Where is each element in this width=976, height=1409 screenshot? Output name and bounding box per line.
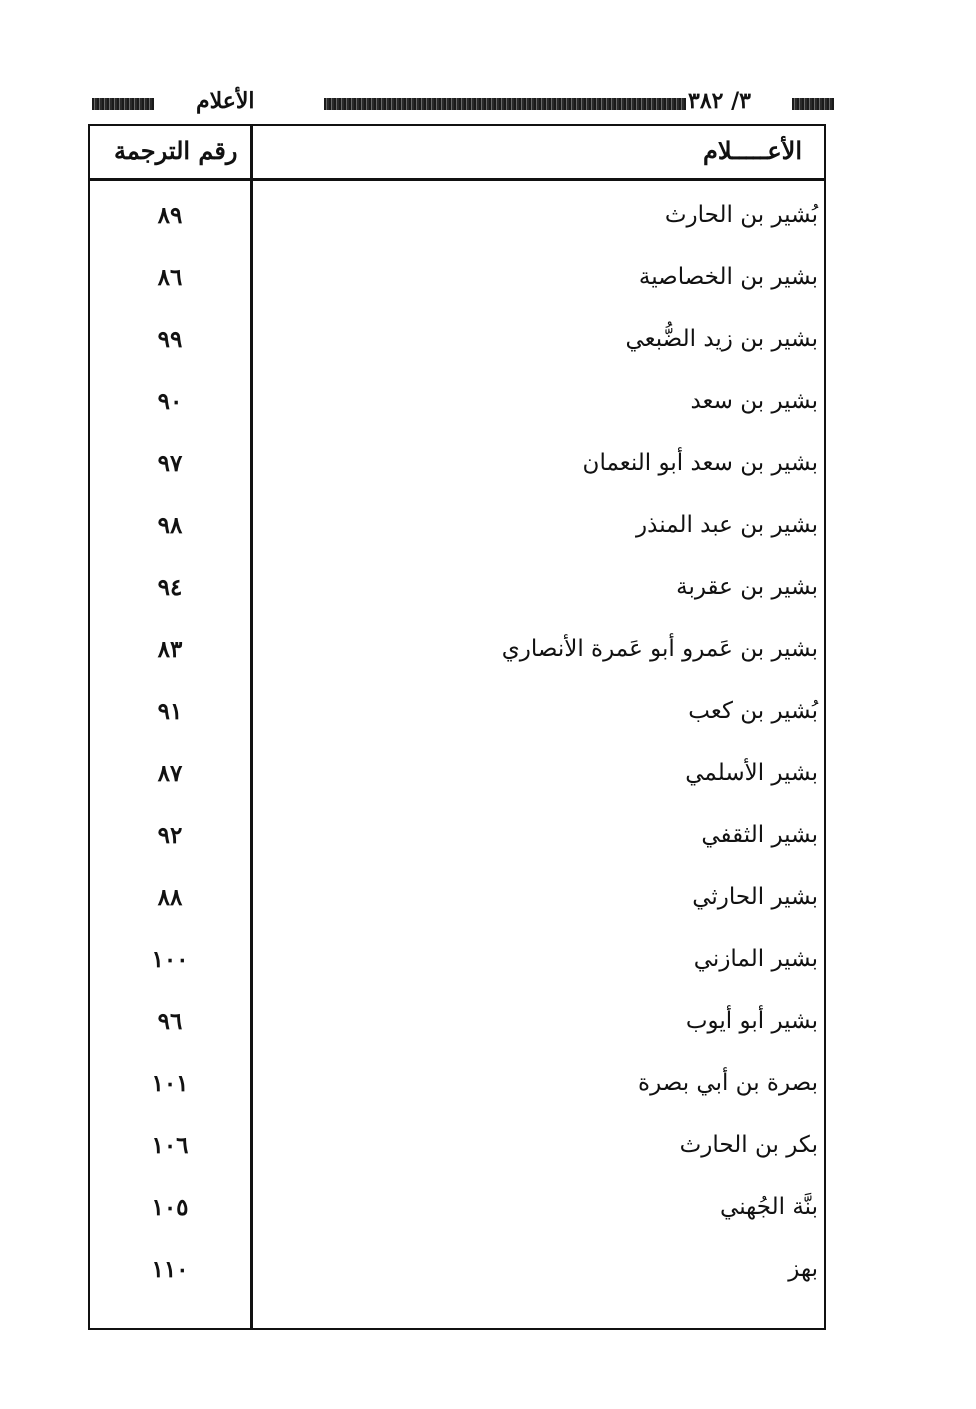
- row-number: ٩٤: [157, 574, 183, 601]
- row-name: بهز: [788, 1256, 818, 1282]
- header-ornament-bar-right: [792, 98, 834, 110]
- row-name: بُشير بن كعب: [688, 698, 818, 724]
- table-row: [90, 682, 824, 744]
- row-number: ١١٠: [151, 1256, 189, 1283]
- row-name: بشير الأسلمي: [685, 760, 818, 786]
- table-row: [90, 248, 824, 310]
- numbers-column-header: رقم الترجمة: [114, 136, 238, 165]
- header-rule: [90, 178, 824, 181]
- row-number: ٨٦: [157, 264, 183, 291]
- table-row: [90, 1116, 824, 1178]
- table-row: [90, 806, 824, 868]
- row-number: ٩١: [157, 698, 183, 725]
- row-name: بشير بن عبد المنذر: [636, 512, 818, 538]
- row-name: بشير بن سعد: [690, 388, 818, 414]
- row-number: ١٠٠: [151, 946, 189, 973]
- table-row: [90, 930, 824, 992]
- table-row: [90, 186, 824, 248]
- row-number: ٨٣: [157, 636, 183, 663]
- row-name: بكر بن الحارث: [679, 1132, 818, 1158]
- index-table: [88, 124, 826, 1330]
- row-name: بُشير بن الحارث: [664, 202, 818, 228]
- table-row: [90, 496, 824, 558]
- header-ornament-bar-left: [92, 98, 154, 110]
- row-name: بشير الحارثي: [692, 884, 818, 910]
- row-number: ٩٦: [157, 1008, 183, 1035]
- table-row: [90, 1240, 824, 1302]
- table-row: [90, 992, 824, 1054]
- header-ornament-bar-middle: [324, 98, 686, 110]
- row-number: ٩٢: [157, 822, 183, 849]
- row-name: بشير بن عَمرو أبو عَمرة الأنصاري: [501, 636, 818, 662]
- row-number: ٨٨: [157, 884, 183, 911]
- table-row: [90, 310, 824, 372]
- row-name: بشير بن زيد الضُّبعي: [625, 326, 818, 352]
- table-row: [90, 558, 824, 620]
- names-column-header: الأعـــــلام: [702, 136, 802, 165]
- row-name: بصرة بن أبي بصرة: [638, 1070, 818, 1096]
- row-number: ٩٨: [157, 512, 183, 539]
- table-row: [90, 620, 824, 682]
- row-number: ١٠٦: [151, 1132, 189, 1159]
- table-row: [90, 434, 824, 496]
- table-row: [90, 744, 824, 806]
- header-page-number: ٣/ ٣٨٢: [688, 88, 751, 114]
- row-name: بشير بن الخصاصية: [638, 264, 818, 290]
- row-name: بشير بن سعد أبو النعمان: [582, 450, 818, 476]
- header-section-title: الأعلام: [196, 88, 255, 114]
- table-row: [90, 1178, 824, 1240]
- running-header: [92, 90, 834, 118]
- row-number: ٨٩: [157, 202, 183, 229]
- table-row: [90, 868, 824, 930]
- row-number: ٨٧: [157, 760, 183, 787]
- row-name: بشير الثقفي: [701, 822, 818, 848]
- row-number: ٩٠: [157, 388, 183, 415]
- row-name: بشير المازني: [693, 946, 818, 972]
- row-number: ١٠٥: [151, 1194, 189, 1221]
- row-name: بشير بن عقربة: [676, 574, 818, 600]
- row-number: ٩٧: [157, 450, 183, 477]
- row-name: بنَّة الجُهني: [720, 1194, 818, 1220]
- table-row: [90, 372, 824, 434]
- row-number: ١٠١: [151, 1070, 189, 1097]
- table-row: [90, 1054, 824, 1116]
- row-name: بشير أبو أيوب: [685, 1008, 818, 1034]
- row-number: ٩٩: [157, 326, 183, 353]
